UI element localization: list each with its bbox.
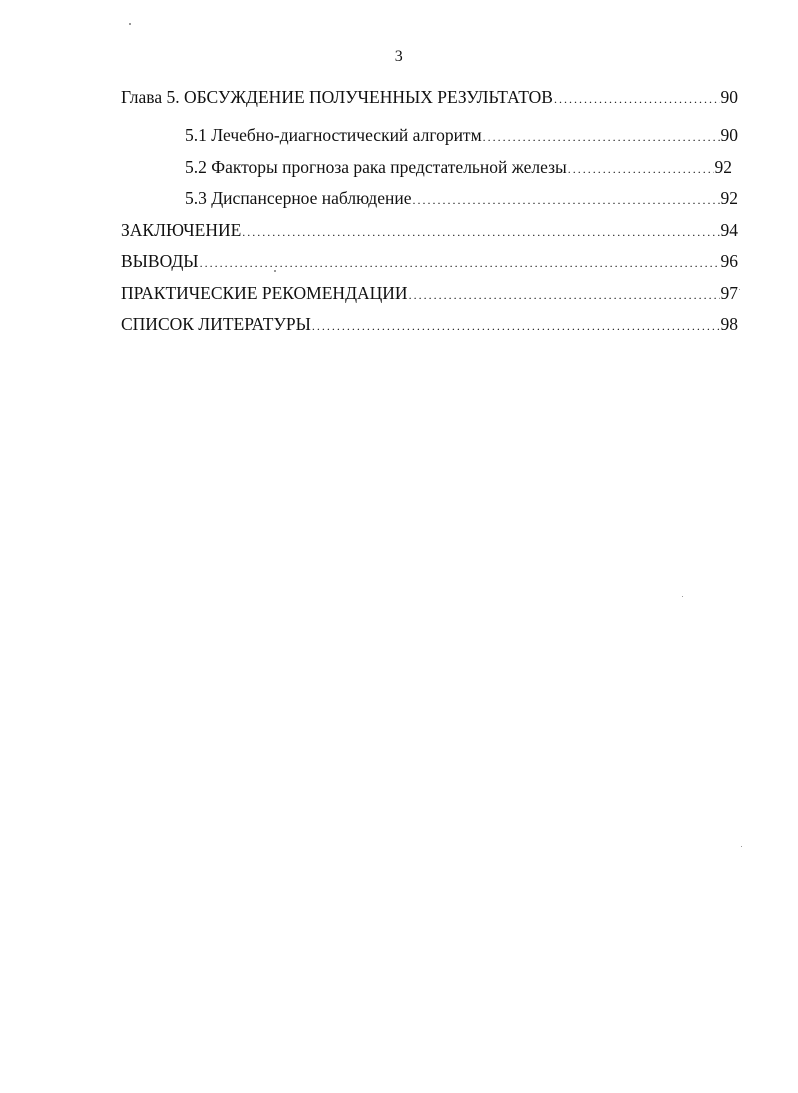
toc-entry-title: ПРАКТИЧЕСКИЕ РЕКОМЕНДАЦИИ (121, 282, 408, 303)
scan-speck (129, 23, 131, 25)
scan-speck (741, 846, 742, 847)
toc-dot-leader (200, 248, 720, 280)
scan-speck (274, 270, 276, 272)
toc-entry-title: СПИСОК ЛИТЕРАТУРЫ (121, 314, 311, 334)
toc-entry-title: 5.3 Диспансерное наблюдение (185, 188, 412, 208)
toc-entry-title: ЗАКЛЮЧЕНИЕ (121, 219, 242, 240)
toc-entry-page: 92 (720, 188, 738, 208)
toc-entry-5-1 (121, 120, 738, 152)
toc-dot-leader (312, 311, 720, 343)
toc-dot-leader (409, 280, 720, 312)
toc-entry-page: 90 (720, 87, 738, 107)
toc-dot-leader (568, 154, 714, 186)
toc-entry-recommendations (121, 278, 738, 310)
toc-dot-leader (554, 84, 720, 116)
toc-entry-title: Глава 5. ОБСУЖДЕНИЕ ПОЛУЧЕННЫХ РЕЗУЛЬТАТОВ (121, 87, 553, 107)
toc-entry-title: 5.1 Лечебно-диагностический алгоритм (185, 125, 482, 145)
toc-entry-references (121, 309, 738, 341)
toc-entry-findings (121, 246, 738, 278)
toc-entry-5-3 (121, 183, 738, 215)
toc-dot-leader (242, 217, 719, 249)
toc-dot-leader (412, 185, 719, 217)
toc-entry-title: ВЫВОДЫ (121, 251, 199, 271)
page-number: 3 (394, 48, 404, 65)
toc-entry-chapter-5 (121, 82, 738, 120)
table-of-contents (121, 82, 738, 341)
toc-entry-conclusion (121, 215, 738, 247)
toc-entry-page: 97 (720, 282, 738, 303)
toc-entry-page: 92 (714, 156, 732, 177)
scan-speck (739, 289, 740, 290)
toc-entry-page: 96 (720, 251, 738, 271)
toc-entry-title: 5.2 Факторы прогноза рака предстательной железы (185, 156, 567, 177)
toc-entry-page: 98 (720, 314, 738, 334)
scan-speck (682, 596, 683, 597)
toc-entry-page: 90 (720, 125, 738, 145)
toc-dot-leader (483, 122, 720, 154)
toc-entry-5-2 (121, 152, 738, 184)
toc-entry-page: 94 (720, 219, 738, 240)
